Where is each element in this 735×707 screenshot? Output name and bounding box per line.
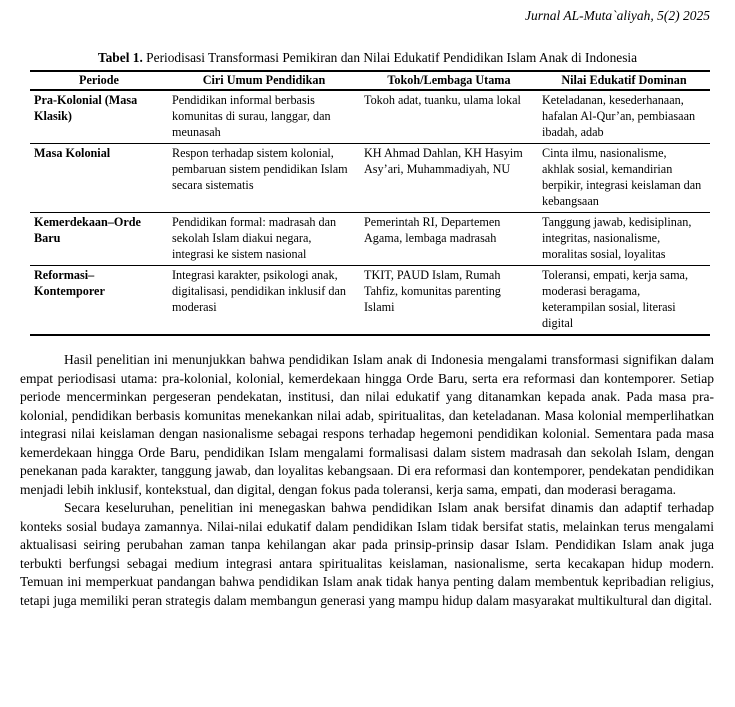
cell-nilai: Keteladanan, kesederhanaan, hafalan Al-Qur’an, pembiasaan ibadah, adab: [542, 93, 696, 139]
table-row-kemerdekaan-orde-baru: [30, 213, 710, 266]
cell-ciri: Pendidikan informal berbasis komunitas di surau, langgar, dan meunasah: [172, 93, 331, 139]
table-header-row: [30, 71, 710, 90]
cell-ciri: Pendidikan formal: madrasah dan sekolah Islam diakui negara, integrasi ke sistem nasional: [168, 213, 360, 266]
cell-ciri: Integrasi karakter, psikologi anak, digitalisasi, pendidikan inklusif dan moderasi: [168, 266, 360, 336]
column-header-tokoh: Tokoh/Lembaga Utama: [360, 71, 538, 90]
cell-tokoh: Pemerintah RI, Departemen Agama, lembaga madrasah: [360, 213, 538, 266]
cell-tokoh: KH Ahmad Dahlan, KH Hasyim Asy’ari, Muhammadiyah, NU: [360, 144, 538, 213]
journal-header: Jurnal AL-Muta`aliyah, 5(2) 2025: [525, 8, 710, 23]
column-header-ciri: Ciri Umum Pendidikan: [168, 71, 360, 90]
periodization-table: [30, 70, 710, 336]
cell-periode: Reformasi–Kontemporer: [30, 266, 168, 336]
cell-tokoh: TKIT, PAUD Islam, Rumah Tahfiz, komunitas parenting Islami: [360, 266, 538, 336]
table-caption-text: Periodisasi Transformasi Pemikiran dan Nilai Edukatif Pendidikan Islam Anak di Indonesia: [146, 50, 638, 65]
cell-ciri: Respon terhadap sistem kolonial, pembaruan sistem pendidikan Islam secara sistematis: [168, 144, 360, 213]
cell-nilai: Toleransi, empati, kerja sama, moderasi beragama, keterampilan sosial, literasi digital: [538, 266, 710, 336]
table-row-pra-kolonial: [30, 90, 710, 144]
table-row-reformasi-kontemporer: [30, 266, 710, 336]
cell-nilai: Tanggung jawab, kedisiplinan, integritas, nasionalisme, moralitas sosial, loyalitas: [538, 213, 710, 266]
table-caption-label: Tabel 1.: [97, 50, 143, 65]
column-header-periode: Periode: [30, 71, 168, 90]
column-header-nilai: Nilai Edukatif Dominan: [538, 71, 710, 90]
cell-periode: Masa Kolonial: [30, 144, 168, 213]
cell-tokoh: Tokoh adat, tuanku, ulama lokal: [364, 93, 521, 107]
cell-nilai: Cinta ilmu, nasionalisme, akhlak sosial, kemandirian berpikir, integrasi keislaman dan kebangsaan: [538, 144, 710, 213]
cell-periode: Kemerdekaan–Orde Baru: [30, 213, 168, 266]
paragraph-findings: Hasil penelitian ini menunjukkan bahwa pendidikan Islam anak di Indonesia mengalami transformasi signifikan dalam empat periodisasi utama: pra-kolonial, kolonial, kemerdekaan hingga Orde Baru, serta era reformasi dan kontemporer. Setiap periode mencerminkan pergeseran pendekatan, institusi, dan nilai edukatif yang ditanamkan kepada anak. Pada masa pra-kolonial, pendidikan berbasis komunitas menekankan nilai adab, spiritualitas, dan keteladanan. Masa kolonial memperlihatkan integrasi nilai keislaman dengan nasionalisme sebagai respons terhadap hegemoni pendidikan kolonial. Sementara pada masa kemerdekaan hingga Orde Baru, pendidikan Islam mengalami formalisasi dalam sistem madrasah dan sekolah Islam, dengan penekanan pada karakter, tanggung jawab, dan loyalitas kebangsaan. Di era reformasi dan kontemporer, pendekatan pendidikan menjadi lebih inklusif, kontekstual, dan digital, dengan fokus pada toleransi, kerja sama, empati, dan moderasi beragama.: [20, 352, 714, 497]
cell-periode: Pra-Kolonial (Masa Klasik): [34, 93, 138, 123]
table-row-masa-kolonial: [30, 144, 710, 213]
table-caption: [52, 48, 684, 67]
paragraph-conclusion: Secara keseluruhan, penelitian ini menegaskan bahwa pendidikan Islam anak bersifat dinamis dan adaptif terhadap konteks sosial budaya zamannya. Nilai-nilai edukatif dalam pendidikan Islam tidak bersifat statis, melainkan terus mengalami aktualisasi seiring perubahan zaman tanpa kehilangan akar pada prinsip-prinsip dasar Islam. Pendidikan Islam anak juga terbukti berfungsi sebagai medium integrasi antara spiritualitas keislaman, nasionalisme, serta kecakapan hidup modern. Temuan ini memperkuat pandangan bahwa pendidikan Islam anak tidak hanya penting dalam membentuk kepribadian religius, tetapi juga memiliki peran strategis dalam membangun generasi yang mampu hidup dalam masyarakat multikultural dan digital.: [20, 500, 714, 608]
